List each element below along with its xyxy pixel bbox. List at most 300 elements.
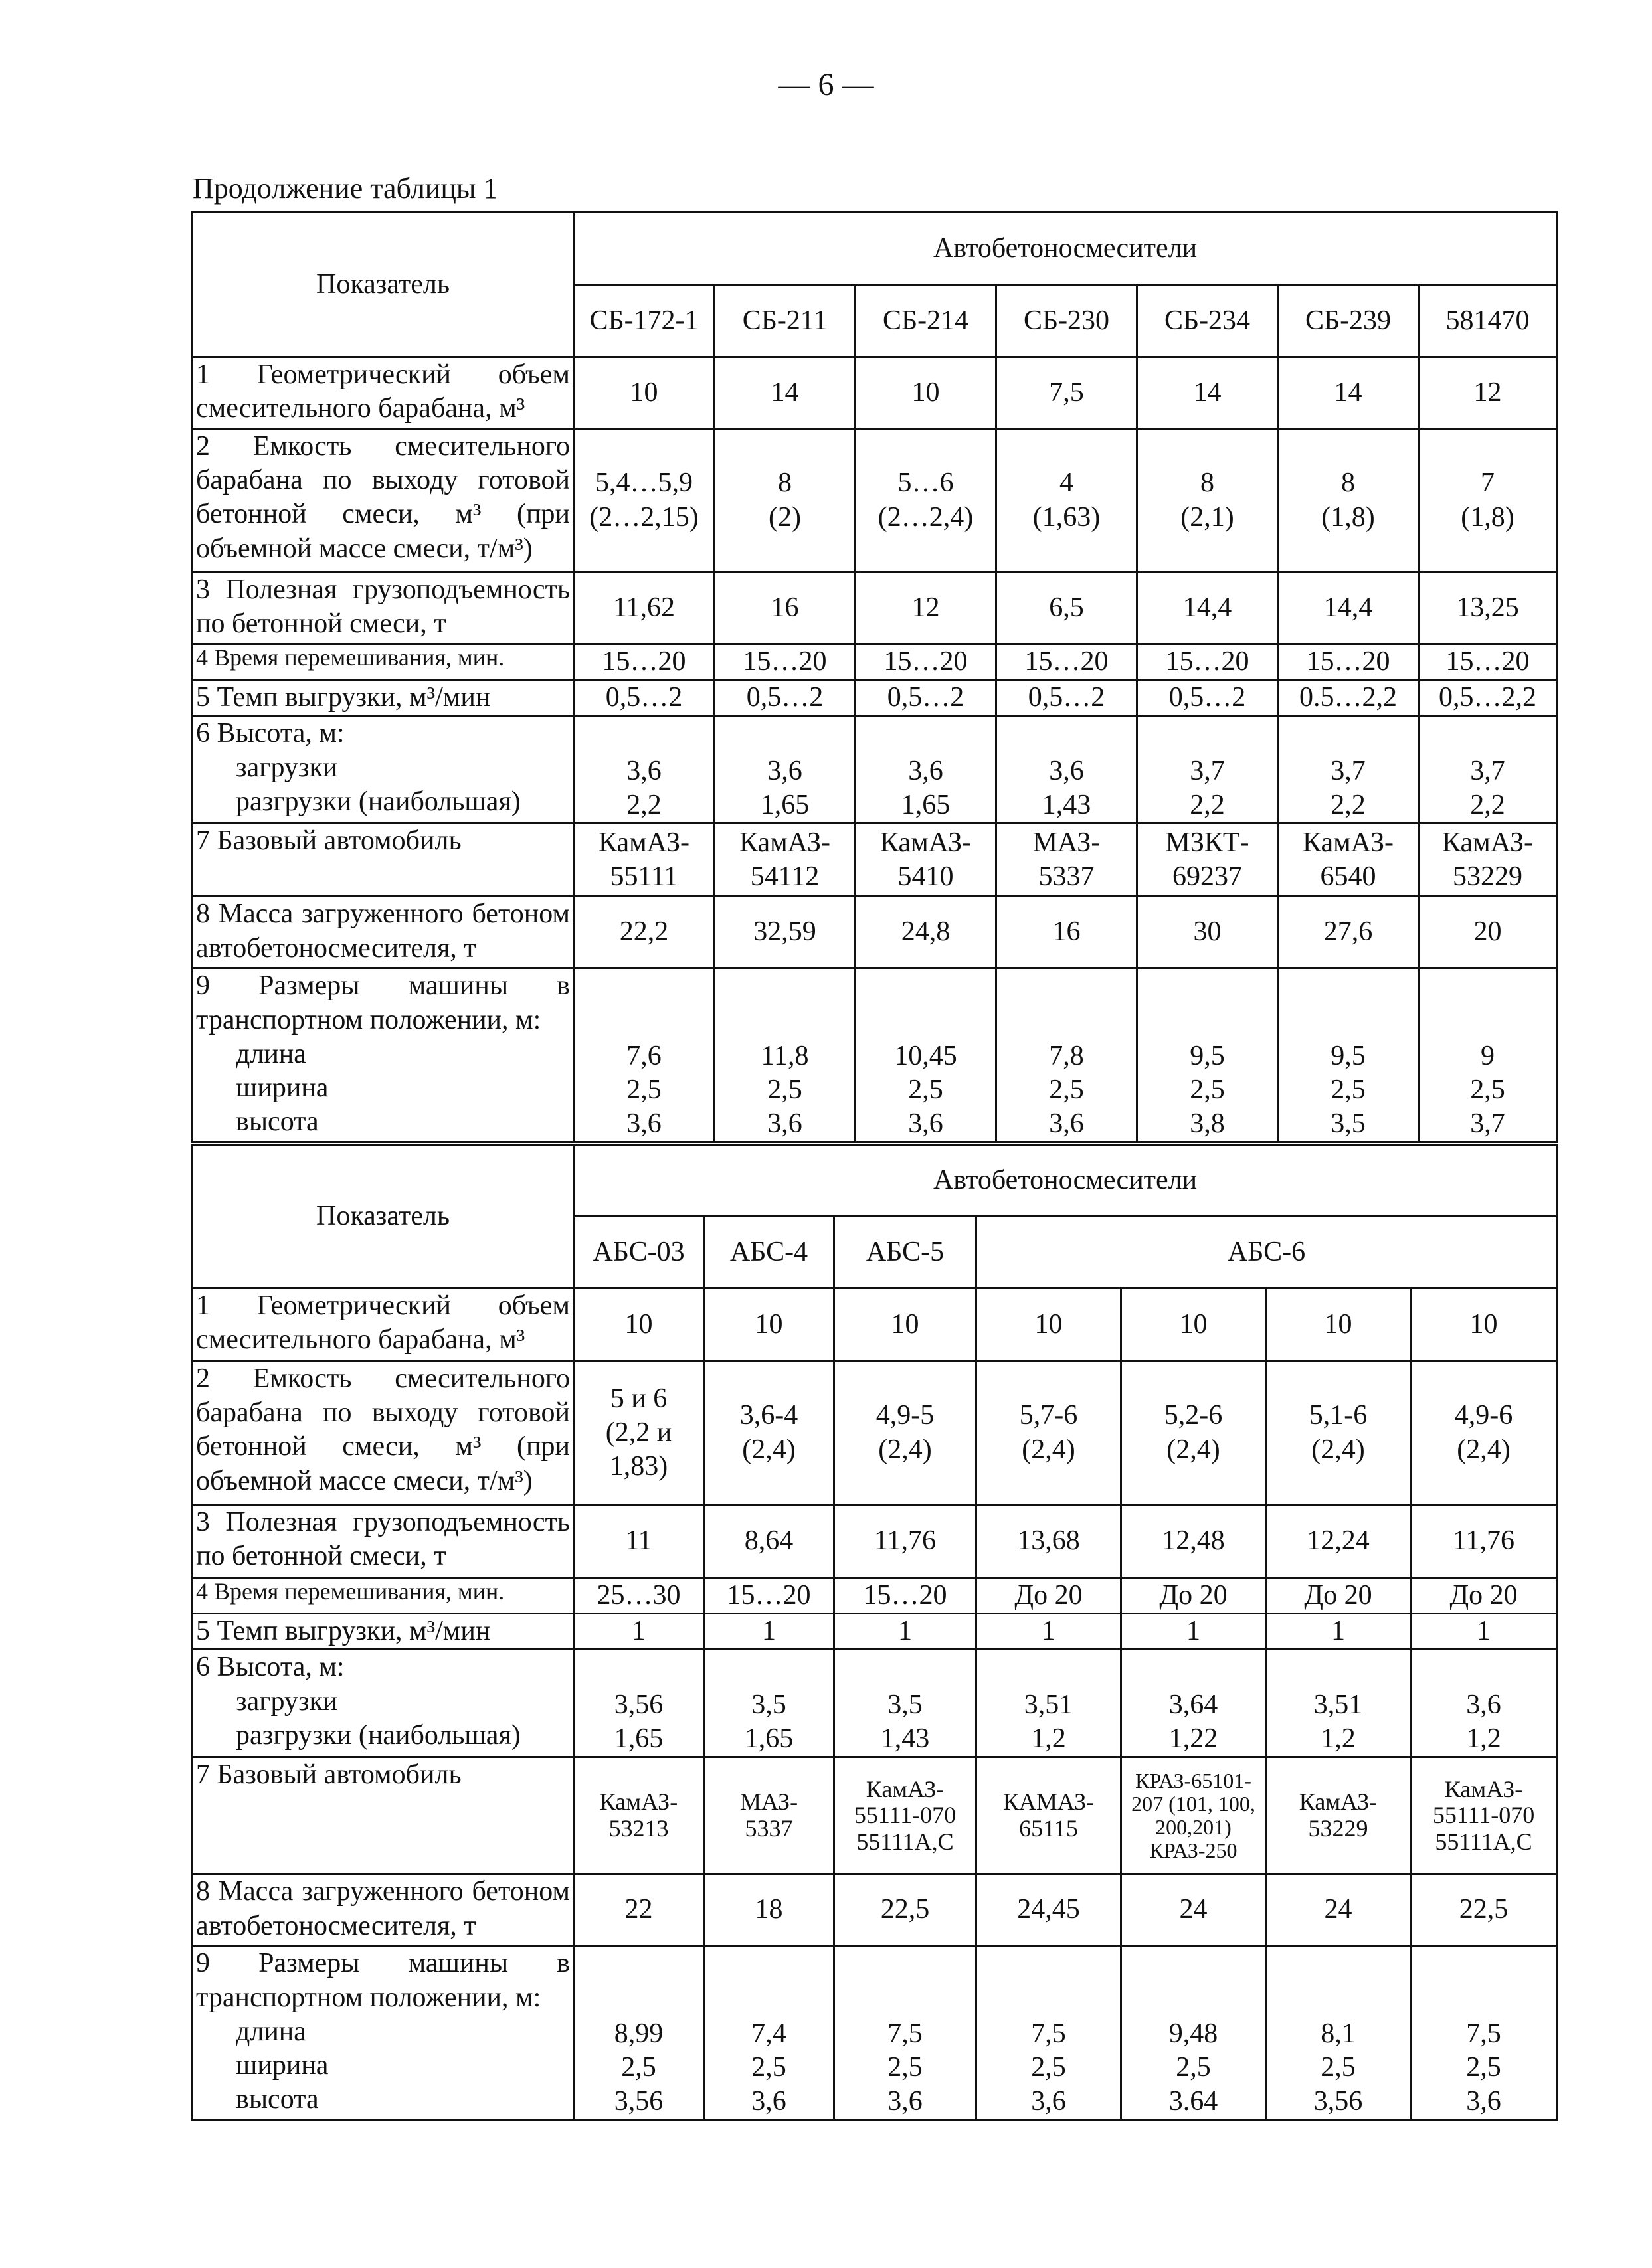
table-cell: 22,2 xyxy=(574,897,715,968)
table-cell: 14 xyxy=(715,357,856,429)
cell-line: 53229 xyxy=(1308,1814,1368,1842)
cell-line: (2…2,15) xyxy=(589,501,699,533)
table-cell xyxy=(715,716,856,824)
table-cell: 14,4 xyxy=(1137,572,1278,644)
cell-line: 9,48 xyxy=(1168,2018,1218,2049)
table-cell xyxy=(715,968,856,1142)
cell-line: 55111А,С xyxy=(856,1828,954,1855)
cell-line: 2,5 xyxy=(1331,1075,1366,1105)
cell-line: 2,2 xyxy=(1470,790,1505,821)
cell-line: 3,6 xyxy=(767,1108,802,1140)
table-cell: 0,5…2 xyxy=(574,680,715,716)
cell-line: КамАЗ- xyxy=(1442,827,1534,858)
table-cell xyxy=(574,429,715,572)
cell-line: (2,4) xyxy=(1311,1434,1365,1465)
table-2 xyxy=(191,1144,1558,2121)
cell-line: 3,6-4 xyxy=(739,1400,798,1431)
table-cell: 14 xyxy=(1137,357,1278,429)
table-cell: 15…20 xyxy=(574,644,715,680)
table-cell xyxy=(1419,429,1557,572)
table-cell xyxy=(996,968,1137,1142)
cell-line: КРАЗ-65101- xyxy=(1135,1768,1251,1792)
cell-line: 8 xyxy=(1341,468,1355,499)
cell-line: 2,5 xyxy=(1470,1075,1505,1105)
model-header: СБ-239 xyxy=(1278,286,1419,357)
table-cell: 24,8 xyxy=(856,897,996,968)
table-cell xyxy=(976,1361,1121,1505)
table-cell xyxy=(976,1757,1121,1874)
cell-line: 1,65 xyxy=(614,1723,664,1755)
cell-line: КРАЗ-250 xyxy=(1149,1838,1238,1863)
cell-line: 3,56 xyxy=(614,1690,664,1720)
cell-line: КамАЗ- xyxy=(1299,1788,1378,1816)
table-cell: 10 xyxy=(1411,1288,1557,1361)
table-cell xyxy=(996,429,1137,572)
cell-line: 1,2 xyxy=(1466,1723,1501,1755)
page-number: — 6 — xyxy=(778,67,874,102)
table-cell xyxy=(574,1757,704,1874)
cell-line: 3,6 xyxy=(626,1108,662,1140)
cell-line: 1,65 xyxy=(760,790,810,821)
table-cell xyxy=(1419,968,1557,1142)
cell-line: 9,5 xyxy=(1331,1040,1366,1071)
table-cell: 24,45 xyxy=(976,1874,1121,1946)
cell-line: 4,9-6 xyxy=(1454,1400,1513,1431)
cell-line: 9 xyxy=(1481,1040,1495,1071)
indicator-header: Показатель xyxy=(193,1145,574,1288)
table-cell: 12,24 xyxy=(1266,1505,1411,1578)
table-cell: 8,64 xyxy=(704,1505,834,1578)
table-cell: 10 xyxy=(574,1288,704,1361)
row-label-text: 4 Время перемешивания, мин. xyxy=(196,644,505,671)
table-cell: 1 xyxy=(574,1614,704,1650)
row-label xyxy=(193,897,574,968)
row-label-text: 5 Темп выгрузки, м³/мин xyxy=(196,682,491,713)
table-cell xyxy=(856,716,996,824)
table-cell xyxy=(704,1361,834,1505)
row-sublabel: загрузки xyxy=(236,1686,338,1717)
row-label xyxy=(193,1946,574,2120)
cell-line: (1,8) xyxy=(1321,501,1375,533)
cell-line: 4 xyxy=(1059,468,1073,499)
table-cell xyxy=(1419,716,1557,824)
table-cell: 1 xyxy=(704,1614,834,1650)
cell-line: КамАЗ- xyxy=(598,827,689,858)
table-cell: 11,76 xyxy=(834,1505,976,1578)
table-cell: 10 xyxy=(976,1288,1121,1361)
table-cell: 15…20 xyxy=(996,644,1137,680)
row-sublabel: разгрузки (наибольшая) xyxy=(236,1719,521,1751)
table-cell: 1 xyxy=(976,1614,1121,1650)
table-cell: 16 xyxy=(996,897,1137,968)
cell-line: 1,2 xyxy=(1321,1723,1356,1755)
model-header: АБС-03 xyxy=(574,1217,704,1288)
table-cell: 10 xyxy=(1266,1288,1411,1361)
cell-line: 3,6 xyxy=(1466,2086,1501,2117)
cell-line: (2…2,4) xyxy=(877,501,974,533)
cell-line: 3,6 xyxy=(767,756,802,786)
cell-line: 55111-070 xyxy=(854,1802,957,1829)
table-cell: 15…20 xyxy=(1278,644,1419,680)
model-header: СБ-230 xyxy=(996,286,1137,357)
table-cell xyxy=(715,824,856,897)
row-label xyxy=(193,1874,574,1946)
row-label xyxy=(193,824,574,897)
cell-line: 8,1 xyxy=(1321,2018,1356,2049)
row-label xyxy=(193,716,574,824)
model-header: АБС-4 xyxy=(704,1217,834,1288)
row-label-text: 5 Темп выгрузки, м³/мин xyxy=(196,1616,491,1647)
cell-line: 11,8 xyxy=(761,1040,809,1071)
cell-line: (1,63) xyxy=(1032,501,1101,533)
table-cell xyxy=(1121,1757,1266,1874)
table-cell xyxy=(1121,1361,1266,1505)
cell-line: 5410 xyxy=(897,861,954,892)
table-cell: 0,5…2 xyxy=(856,680,996,716)
cell-line: 7,5 xyxy=(1031,2018,1066,2049)
table-cell: 15…20 xyxy=(1137,644,1278,680)
cell-line: КамАЗ- xyxy=(1303,827,1394,858)
cell-line: КамАЗ- xyxy=(739,827,830,858)
cell-line: (2,4) xyxy=(878,1434,932,1465)
cell-line: 7,8 xyxy=(1049,1040,1084,1071)
table-cell: 11 xyxy=(574,1505,704,1578)
table-cell xyxy=(1411,1757,1557,1874)
cell-line: 1,2 xyxy=(1031,1723,1066,1755)
cell-line: 3,7 xyxy=(1470,1108,1505,1140)
row-label-text: 8 Масса загруженного бетоном автобетоносмесителя, т xyxy=(196,899,570,964)
cell-line: 54112 xyxy=(750,861,820,892)
table-cell: 11,76 xyxy=(1411,1505,1557,1578)
table-cell: 0,5…2 xyxy=(1137,680,1278,716)
row-label xyxy=(193,429,574,572)
table-cell xyxy=(1278,968,1419,1142)
table-cell xyxy=(976,1946,1121,2120)
table-cell: 13,68 xyxy=(976,1505,1121,1578)
table-cell xyxy=(1278,716,1419,824)
row-sublabel: длина xyxy=(236,2016,306,2047)
cell-line: 3,64 xyxy=(1168,1690,1218,1720)
cell-line: 2,2 xyxy=(626,790,662,821)
cell-line: (2) xyxy=(769,501,801,533)
row-sublabel: длина xyxy=(236,1038,306,1069)
cell-line: 2,5 xyxy=(751,2052,786,2083)
table-cell xyxy=(1266,1946,1411,2120)
row-label xyxy=(193,1578,574,1614)
table-cell xyxy=(574,824,715,897)
table-cell xyxy=(1411,1361,1557,1505)
row-label-text: 2 Емкость смесительного барабана по выходу готовой бетонной смеси, м³ (при объемной массе смеси, т/м³) xyxy=(196,431,570,564)
cell-line: 8,99 xyxy=(614,2018,664,2049)
table-cell: 12 xyxy=(1419,357,1557,429)
cell-line: 6540 xyxy=(1320,861,1376,892)
row-label-text: 1 Геометрический объем смесительного барабана, м³ xyxy=(196,1290,570,1355)
cell-line: 3,6 xyxy=(1049,756,1084,786)
table-cell xyxy=(574,968,715,1142)
cell-line: 3,6 xyxy=(1031,2086,1066,2117)
table-cell: 15…20 xyxy=(715,644,856,680)
table-cell xyxy=(1278,429,1419,572)
cell-line: МАЗ- xyxy=(1032,827,1101,858)
cell-line: 5,1-6 xyxy=(1309,1400,1368,1431)
cell-line: 4,9-5 xyxy=(875,1400,935,1431)
table-cell xyxy=(834,1946,976,2120)
table-cell xyxy=(1278,824,1419,897)
cell-line: 65115 xyxy=(1019,1814,1078,1842)
row-label-text: 7 Базовый автомобиль xyxy=(196,1759,462,1790)
cell-line: 1,83) xyxy=(609,1451,668,1482)
table-cell xyxy=(1121,1650,1266,1757)
row-label-text: 4 Время перемешивания, мин. xyxy=(196,1578,505,1605)
cell-line: 3,6 xyxy=(887,2086,923,2117)
row-label xyxy=(193,572,574,644)
row-label-text: 9 Размеры машины в транспортном положении, м: xyxy=(196,970,570,1035)
table-cell xyxy=(996,716,1137,824)
model-header: 581470 xyxy=(1419,286,1557,357)
row-label xyxy=(193,680,574,716)
group-header: Автобетоносмесители xyxy=(574,1145,1557,1217)
row-label xyxy=(193,1650,574,1757)
table-cell: 10 xyxy=(704,1288,834,1361)
row-label-text: 6 Высота, м: xyxy=(196,1652,345,1683)
table-cell: 15…20 xyxy=(1419,644,1557,680)
table-cell xyxy=(704,1946,834,2120)
table-cell: 6,5 xyxy=(996,572,1137,644)
cell-line: 3.64 xyxy=(1168,2086,1218,2117)
cell-line: (2,4) xyxy=(1022,1434,1075,1465)
row-sublabel: ширина xyxy=(236,2050,329,2081)
cell-line: 1,65 xyxy=(901,790,951,821)
cell-line: 3,6 xyxy=(626,756,662,786)
cell-line: 7,5 xyxy=(887,2018,923,2049)
cell-line: 2,5 xyxy=(1190,1075,1225,1105)
cell-line: 7 xyxy=(1481,468,1495,499)
table-cell: 22,5 xyxy=(1411,1874,1557,1946)
cell-line: МЗКТ- xyxy=(1165,827,1249,858)
cell-line: 3,5 xyxy=(751,1690,786,1720)
table-cell: 15…20 xyxy=(834,1578,976,1614)
cell-line: КамАЗ- xyxy=(1444,1775,1523,1802)
table-cell xyxy=(834,1650,976,1757)
table-cell: 12,48 xyxy=(1121,1505,1266,1578)
cell-line: КАМАЗ- xyxy=(1002,1788,1095,1816)
model-header: СБ-172-1 xyxy=(574,286,715,357)
row-sublabel: высота xyxy=(236,1106,319,1138)
table-cell: 11,62 xyxy=(574,572,715,644)
cell-line: 53229 xyxy=(1453,861,1523,892)
table-cell xyxy=(996,824,1137,897)
table-cell xyxy=(1266,1361,1411,1505)
cell-line: 5…6 xyxy=(897,468,954,499)
cell-line: 200,201) xyxy=(1155,1814,1232,1839)
cell-line: 5 и 6 xyxy=(610,1383,668,1414)
table-cell: 15…20 xyxy=(704,1578,834,1614)
cell-line: 3,6 xyxy=(908,756,943,786)
table-cell: 13,25 xyxy=(1419,572,1557,644)
table-cell xyxy=(856,429,996,572)
table-cell: 10 xyxy=(856,357,996,429)
row-label-text: 7 Базовый автомобиль xyxy=(196,826,462,857)
table-cell: 10 xyxy=(1121,1288,1266,1361)
table-cell xyxy=(1411,1650,1557,1757)
table-cell xyxy=(704,1650,834,1757)
table-cell: 10 xyxy=(834,1288,976,1361)
cell-line: 5,4…5,9 xyxy=(595,468,693,499)
cell-line: 53213 xyxy=(608,1814,669,1842)
row-label xyxy=(193,1288,574,1361)
cell-line: 2,5 xyxy=(1176,2052,1211,2083)
cell-line: 3,6 xyxy=(751,2086,786,2117)
row-label-text: 8 Масса загруженного бетоном автобетоносмесителя, т xyxy=(196,1876,570,1941)
table-cell xyxy=(1137,429,1278,572)
cell-line: 2,5 xyxy=(908,1075,943,1105)
row-label-text: 3 Полезная грузоподъемность по бетонной смеси, т xyxy=(196,574,570,640)
cell-line: 3,5 xyxy=(887,1690,923,1720)
cell-line: 5,2-6 xyxy=(1164,1400,1223,1431)
row-label xyxy=(193,644,574,680)
row-label xyxy=(193,1505,574,1578)
model-header: СБ-234 xyxy=(1137,286,1278,357)
table-cell xyxy=(574,1361,704,1505)
table-cell: До 20 xyxy=(1411,1578,1557,1614)
cell-line: 55111-070 xyxy=(1432,1802,1535,1829)
table-cell: 22,5 xyxy=(834,1874,976,1946)
cell-line: 69237 xyxy=(1172,861,1242,892)
table-cell: 24 xyxy=(1266,1874,1411,1946)
indicator-header: Показатель xyxy=(193,213,574,357)
table-cell: До 20 xyxy=(1121,1578,1266,1614)
table-cell xyxy=(574,1650,704,1757)
table-1 xyxy=(191,211,1558,1143)
table-cell: 30 xyxy=(1137,897,1278,968)
table-cell: 25…30 xyxy=(574,1578,704,1614)
table-cell: 15…20 xyxy=(856,644,996,680)
row-sublabel: загрузки xyxy=(236,752,338,783)
cell-line: 2,2 xyxy=(1331,790,1366,821)
table-cell xyxy=(856,968,996,1142)
row-label xyxy=(193,357,574,429)
row-label xyxy=(193,1614,574,1650)
row-label-text: 3 Полезная грузоподъемность по бетонной смеси, т xyxy=(196,1507,570,1572)
table-cell: 1 xyxy=(1266,1614,1411,1650)
cell-line: 3,56 xyxy=(1313,2086,1363,2117)
cell-line: (2,4) xyxy=(742,1434,796,1465)
table-cell: 14 xyxy=(1278,357,1419,429)
cell-line: 3,7 xyxy=(1190,756,1225,786)
cell-line: (2,1) xyxy=(1180,501,1234,533)
cell-line: 3,6 xyxy=(1049,1108,1084,1140)
table-cell: 16 xyxy=(715,572,856,644)
cell-line: 5337 xyxy=(1038,861,1095,892)
cell-line: 7,6 xyxy=(626,1040,662,1071)
table-cell xyxy=(856,824,996,897)
cell-line: 8 xyxy=(778,468,792,499)
table-cell: 14,4 xyxy=(1278,572,1419,644)
cell-line: 2,5 xyxy=(767,1075,802,1105)
model-header: СБ-214 xyxy=(856,286,996,357)
cell-line: (2,4) xyxy=(1166,1434,1220,1465)
table-cell xyxy=(704,1757,834,1874)
table-cell xyxy=(1137,716,1278,824)
cell-line: 8 xyxy=(1200,468,1214,499)
table-cell: 22 xyxy=(574,1874,704,1946)
cell-line: 5,7-6 xyxy=(1019,1400,1078,1431)
table-cell: 24 xyxy=(1121,1874,1266,1946)
table-cell: 32,59 xyxy=(715,897,856,968)
table-cell: 1 xyxy=(1121,1614,1266,1650)
cell-line: 1,43 xyxy=(1042,790,1091,821)
table-cell: 20 xyxy=(1419,897,1557,968)
cell-line: (2,2 и xyxy=(605,1417,672,1448)
cell-line: 55111 xyxy=(610,861,678,892)
cell-line: 2,5 xyxy=(887,2052,923,2083)
cell-line: 3,5 xyxy=(1331,1108,1366,1140)
group-header: Автобетоносмесители xyxy=(574,213,1557,286)
cell-line: 2,5 xyxy=(1466,2052,1501,2083)
cell-line: 3,51 xyxy=(1313,1690,1363,1720)
table-cell xyxy=(574,716,715,824)
cell-line: 2,5 xyxy=(621,2052,656,2083)
table-cell: 0,5…2 xyxy=(715,680,856,716)
cell-line: 3,51 xyxy=(1024,1690,1073,1720)
cell-line: 2,5 xyxy=(626,1075,662,1105)
row-sublabel: высота xyxy=(236,2084,319,2115)
table-cell xyxy=(1266,1757,1411,1874)
table-cell: 27,6 xyxy=(1278,897,1419,968)
table-cell: 0,5…2 xyxy=(996,680,1137,716)
table-cell: 7,5 xyxy=(996,357,1137,429)
table-cell xyxy=(1137,824,1278,897)
table-cell xyxy=(1411,1946,1557,2120)
cell-line: 3,56 xyxy=(614,2086,664,2117)
cell-line: 7,4 xyxy=(751,2018,786,2049)
table-cell: 1 xyxy=(834,1614,976,1650)
table-cell: 0.5…2,2 xyxy=(1278,680,1419,716)
table-cell xyxy=(574,1946,704,2120)
cell-line: КамАЗ- xyxy=(880,827,971,858)
table-cell xyxy=(715,429,856,572)
table-cell xyxy=(1419,824,1557,897)
cell-line: (1,8) xyxy=(1461,501,1514,533)
row-sublabel: ширина xyxy=(236,1073,329,1104)
cell-line: 1,43 xyxy=(880,1723,930,1755)
table-cell xyxy=(976,1650,1121,1757)
cell-line: 1,65 xyxy=(744,1723,794,1755)
cell-line: 3,6 xyxy=(908,1108,943,1140)
model-header: АБС-6 xyxy=(976,1217,1557,1288)
cell-line: 2,5 xyxy=(1049,1075,1084,1105)
row-sublabel: разгрузки (наибольшая) xyxy=(236,786,521,817)
row-label xyxy=(193,968,574,1142)
cell-line: 3,7 xyxy=(1331,756,1366,786)
cell-line: 7,5 xyxy=(1466,2018,1501,2049)
cell-line: 3,6 xyxy=(1466,1690,1501,1720)
cell-line: 9,5 xyxy=(1190,1040,1225,1071)
cell-line: КамАЗ- xyxy=(599,1788,678,1816)
cell-line: 1,22 xyxy=(1168,1723,1218,1755)
table-cell: 12 xyxy=(856,572,996,644)
table-cell xyxy=(1266,1650,1411,1757)
cell-line: 2,5 xyxy=(1321,2052,1356,2083)
table-cell xyxy=(1137,968,1278,1142)
table-cell: 1 xyxy=(1411,1614,1557,1650)
cell-line: МАЗ- xyxy=(739,1788,798,1816)
row-label-text: 9 Размеры машины в транспортном положении, м: xyxy=(196,1948,570,2013)
cell-line: 10,45 xyxy=(894,1040,957,1071)
table-cell: 0,5…2,2 xyxy=(1419,680,1557,716)
model-header: АБС-5 xyxy=(834,1217,976,1288)
row-label-text: 6 Высота, м: xyxy=(196,718,345,749)
